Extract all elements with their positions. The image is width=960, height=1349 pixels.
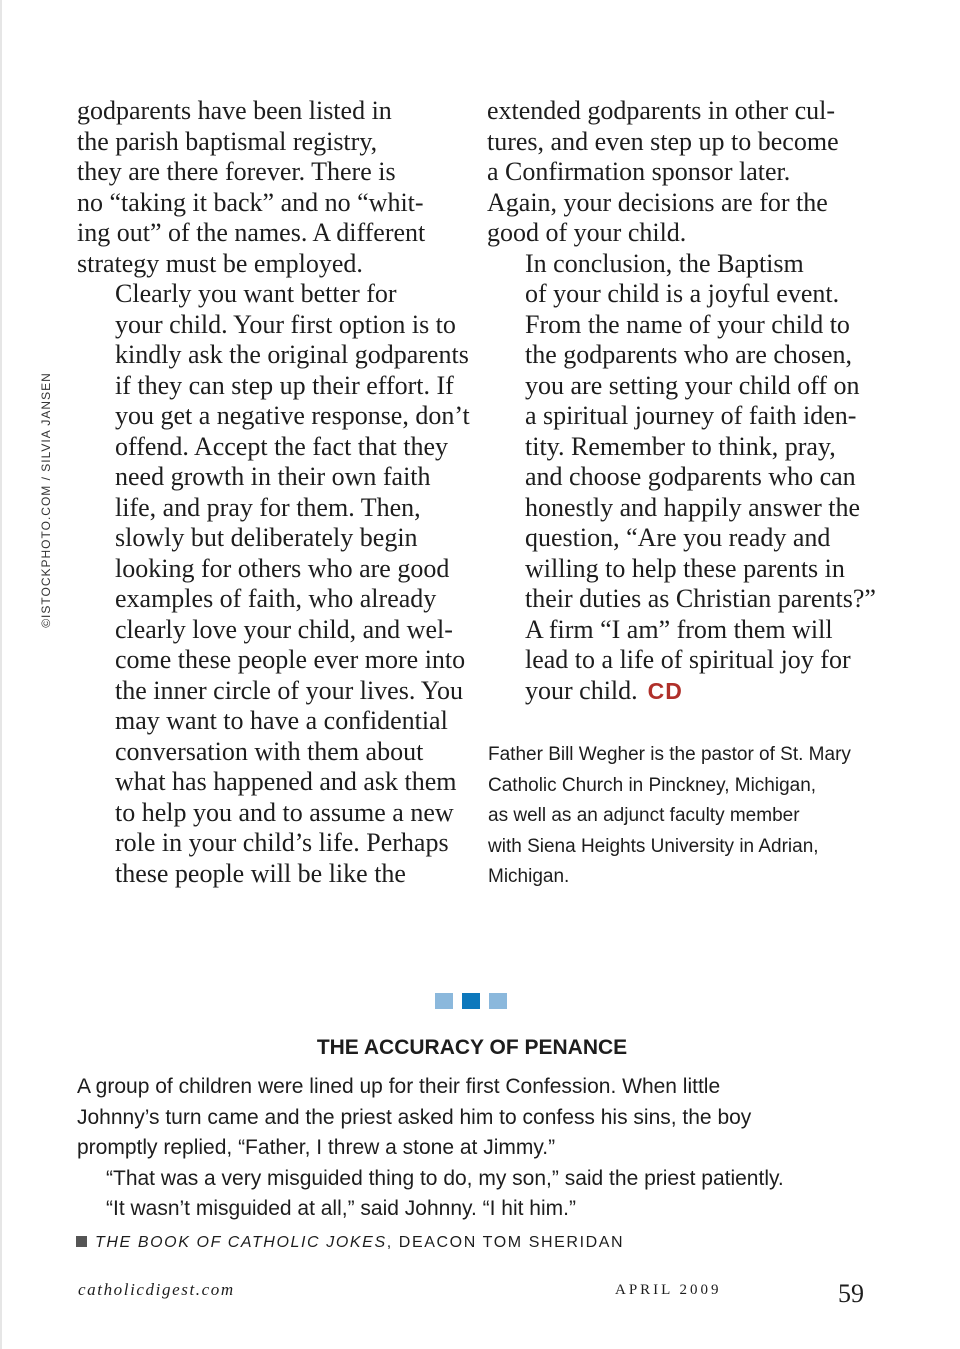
text-line: their duties as Christian parents?” [525, 584, 876, 613]
text-line: “That was a very misguided thing to do, my son,” said the priest patiently. [106, 1166, 784, 1190]
paragraph [77, 1194, 917, 1225]
text-line: the godparents who are chosen, [525, 340, 853, 369]
text-line: and choose godparents who can [525, 462, 856, 491]
text-line: the parish baptismal registry, [77, 126, 378, 156]
text-line: life, and pray for them. Then, [115, 492, 421, 522]
paragraph [77, 1164, 917, 1195]
text-line: a spiritual journey of faith iden- [525, 401, 857, 430]
text-line: Clearly you want better for [115, 279, 397, 308]
square-bullet-icon [76, 1236, 87, 1247]
page-edge-line [0, 0, 2, 1349]
bio-line: Catholic Church in Pinckney, Michigan, [488, 774, 817, 796]
text-line: come these people ever more into [115, 645, 466, 674]
divider-square [489, 993, 507, 1009]
text-line: offend. Accept the fact that they [115, 431, 449, 461]
end-mark-logo: CD [647, 677, 683, 704]
bio-line: with Siena Heights University in Adrian, [488, 835, 819, 857]
footer-website: catholicdigest.com [78, 1280, 235, 1299]
text-line: Johnny’s turn came and the priest asked him to confess his sins, the boy [77, 1105, 752, 1129]
text-line: honestly and happily answer the [525, 492, 861, 522]
text-line: looking for others who are good [115, 553, 450, 583]
joke-body [77, 1072, 917, 1225]
text-line: examples of faith, who already [115, 584, 437, 613]
text-line: tures, and even step up to become [487, 126, 839, 156]
text-line: “It wasn’t misguided at all,” said Johnny. “I hit him.” [106, 1197, 576, 1220]
bio-line: Michigan. [488, 866, 570, 887]
text-line [487, 676, 879, 707]
text-line: may want to have a confidential [115, 706, 448, 735]
text-line: A firm “I am” from them will [525, 614, 833, 644]
text-line: what has happened and ask them [115, 767, 457, 796]
text-line: if they can step up their effort. If [115, 370, 454, 400]
text-line-content: your child. [525, 675, 638, 705]
source-author: , DEACON TOM SHERIDAN [386, 1234, 625, 1251]
text-line: godparents have been listed in [77, 96, 392, 125]
text-line: they are there forever. There is [77, 157, 396, 186]
text-line: Again, your decisions are for the [487, 187, 828, 217]
text-line: strategy must be employed. [77, 248, 363, 278]
text-line: no “taking it back” and no “whit- [77, 187, 424, 217]
text-line: a Confirmation sponsor later. [487, 157, 791, 186]
text-line: kindly ask the original godparents [115, 340, 469, 369]
paragraph [77, 279, 469, 889]
text-line: your child. Your first option is to [115, 309, 456, 339]
text-line: extended godparents in other cul- [487, 96, 835, 125]
text-line: clearly love your child, and wel- [115, 614, 453, 644]
text-line: good of your child. [487, 218, 687, 247]
article-column-right [487, 96, 879, 706]
paragraph [487, 249, 879, 707]
text-line: need growth in their own faith [115, 462, 431, 491]
paragraph [77, 1072, 917, 1164]
text-line: of your child is a joyful event. [525, 279, 840, 308]
text-line: A group of children were lined up for their first Confession. When little [77, 1075, 721, 1098]
divider-square [462, 993, 480, 1009]
bio-line: as well as an adjunct faculty member [488, 805, 800, 826]
text-line: promptly replied, “Father, I threw a stone at Jimmy.” [77, 1136, 556, 1159]
page-number: 59 [838, 1279, 864, 1308]
source-book-title: THE BOOK OF CATHOLIC JOKES [95, 1234, 387, 1251]
text-line: you get a negative response, don’t [115, 401, 470, 430]
text-line: the inner circle of your lives. You [115, 675, 464, 705]
footer-issue-date: APRIL 2009 [615, 1282, 722, 1298]
text-line: conversation with them about [115, 736, 424, 766]
text-line: In conclusion, the Baptism [525, 248, 804, 278]
article-column-left [77, 96, 469, 889]
text-line: tity. Remember to think, pray, [525, 431, 836, 461]
text-line: lead to a life of spiritual joy for [525, 645, 851, 674]
photo-credit: ©ISTOCKPHOTO.COM / SILVIA JANSEN [39, 372, 53, 628]
text-line: role in your child’s life. Perhaps [115, 828, 449, 857]
text-line: slowly but deliberately begin [115, 523, 418, 552]
text-line: to help you and to assume a new [115, 797, 454, 827]
text-line: ing out” of the names. A different [77, 218, 426, 247]
author-bio [488, 740, 888, 893]
joke-source [76, 1234, 624, 1252]
text-line: question, “Are you ready and [525, 523, 831, 552]
divider-square [435, 993, 453, 1009]
text-line: From the name of your child to [525, 309, 850, 339]
paragraph [77, 96, 469, 279]
bio-line: Father Bill Wegher is the pastor of St. Mary [488, 744, 851, 765]
joke-title: THE ACCURACY OF PENANCE [316, 1036, 628, 1059]
paragraph [487, 96, 879, 249]
text-line: willing to help these parents in [525, 553, 845, 583]
text-line: you are setting your child off on [525, 370, 860, 400]
text-line: these people will be like the [115, 858, 406, 888]
section-divider-squares [435, 993, 507, 1009]
